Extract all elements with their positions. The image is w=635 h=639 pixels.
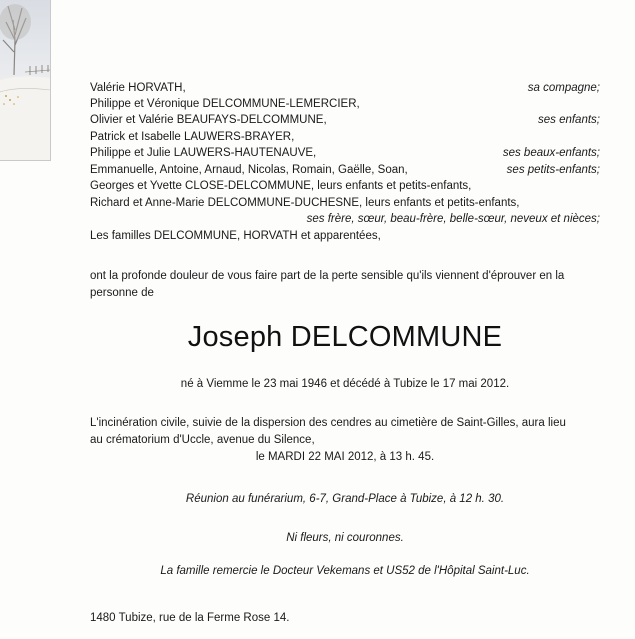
cremation-line-1: L'incinération civile, suivie de la dispersion des cendres au cimetière de Saint-Gilles, aura lieu [90,417,566,429]
family-names: Philippe et Julie LAUWERS-HAUTENAUVE, [90,147,317,159]
family-names: Olivier et Valérie BEAUFAYS-DELCOMMUNE, [90,114,327,126]
thanks-line: La famille remercie le Docteur Vekemans et US52 de l'Hôpital Saint-Luc. [160,565,530,577]
family-line [90,129,600,145]
announcement-line-2: personne de [90,287,154,299]
family-relation: ses enfants; [537,114,600,126]
obituary-text [90,0,600,639]
families-line: Les familles DELCOMMUNE, HORVATH et apparentées, [90,230,381,242]
winter-landscape-image [0,0,51,161]
family-line [90,178,600,194]
cremation-date: le MARDI 22 MAI 2012, à 13 h. 45. [255,451,435,463]
family-line [90,195,600,211]
family-names: Philippe et Véronique DELCOMMUNE-LEMERCIER, [90,98,360,110]
family-line [90,112,600,128]
family-relation: sa compagne; [527,82,600,94]
siblings-relation: ses frère, sœur, beau-frère, belle-sœur, neveux et nièces; [306,213,600,225]
cremation-line-2: au crématorium d'Uccle, avenue du Silence, [90,434,315,446]
family-names: Richard et Anne-Marie DELCOMMUNE-DUCHESNE, leurs enfants et petits-enfants, [90,197,520,209]
family-names: Emmanuelle, Antoine, Arnaud, Nicolas, Romain, Gaëlle, Soan, [90,164,408,176]
family-names: Georges et Yvette CLOSE-DELCOMMUNE, leurs enfants et petits-enfants, [90,180,472,192]
family-relation: ses petits-enfants; [506,164,600,176]
gathering-line: Réunion au funérarium, 6-7, Grand-Place à Tubize, à 12 h. 30. [185,493,505,505]
family-names: Valérie HORVATH, [90,82,186,94]
family-line [90,80,600,96]
family-names: Patrick et Isabelle LAUWERS-BRAYER, [90,131,295,143]
address-line: 1480 Tubize, rue de la Ferme Rose 14. [90,612,290,624]
announcement-line-1: ont la profonde douleur de vous faire part de la perte sensible qu'ils viennent d'éprouver en la [90,270,565,282]
no-flowers-line: Ni fleurs, ni couronnes. [286,532,404,544]
deceased-name: Joseph DELCOMMUNE [187,321,503,353]
family-line [90,162,600,178]
family-line [90,145,600,161]
family-line [90,96,600,112]
family-relation: ses beaux-enfants; [502,147,600,159]
birth-death-line: né à Viemme le 23 mai 1946 et décédé à Tubize le 17 mai 2012. [180,378,510,390]
